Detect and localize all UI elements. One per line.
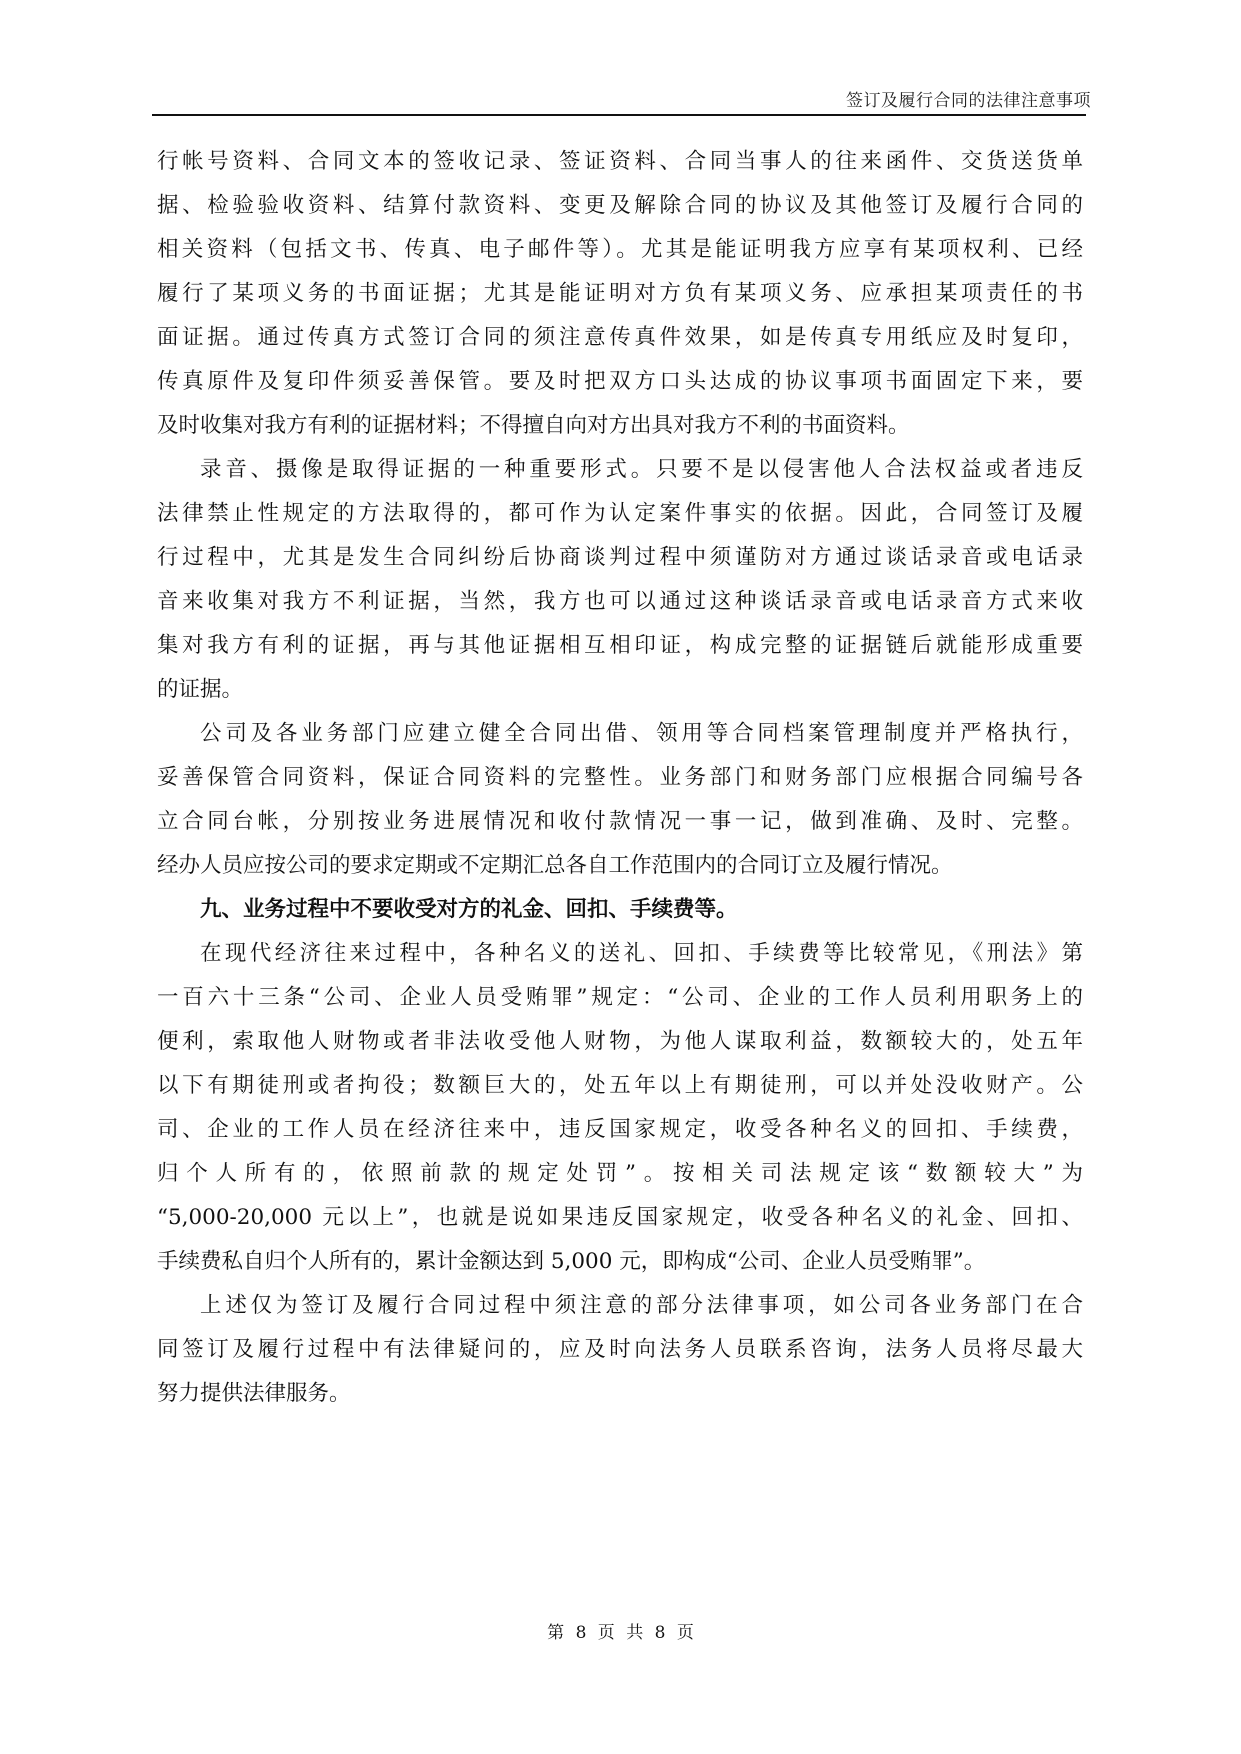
paragraph-recording-evidence <box>157 448 1083 712</box>
text-line: 司、企业的工作人员在经济往来中，违反国家规定，收受各种名义的回扣、手续费， <box>157 1117 1083 1142</box>
text-line: 经办人员应按公司的要求定期或不定期汇总各自工作范围内的合同订立及履行情况。 <box>157 853 953 878</box>
text-line: 归个人所有的，依照前款的规定处罚”。按相关司法规定该“数额较大”为 <box>157 1161 1083 1186</box>
text-line: 及时收集对我方有利的证据材料；不得擅自向对方出具对我方不利的书面资料。 <box>157 413 910 438</box>
text-line: 妥善保管合同资料，保证合同资料的完整性。业务部门和财务部门应根据合同编号各 <box>157 765 1083 790</box>
text-line: 行帐号资料、合同文本的签收记录、签证资料、合同当事人的往来函件、交货送货单 <box>157 149 1083 174</box>
paragraph-bribery-law <box>157 932 1083 1284</box>
page-number: 第 8 页 共 8 页 <box>547 1623 694 1643</box>
text-line: 据、检验验收资料、结算付款资料、变更及解除合同的协议及其他签订及履行合同的 <box>157 193 1083 218</box>
text-line: 相关资料（包括文书、传真、电子邮件等）。尤其是能证明我方应享有某项权利、已经 <box>157 237 1083 262</box>
header-divider <box>152 114 1086 116</box>
text-line: 以下有期徒刑或者拘役；数额巨大的，处五年以上有期徒刑，可以并处没收财产。公 <box>157 1073 1083 1098</box>
text-line: 立合同台帐，分别按业务进展情况和收付款情况一事一记，做到准确、及时、完整。 <box>157 809 1083 834</box>
text-line: 音来收集对我方不利证据，当然，我方也可以通过这种谈话录音或电话录音方式来收 <box>157 589 1083 614</box>
text-line: 便利，索取他人财物或者非法收受他人财物，为他人谋取利益，数额较大的，处五年 <box>157 1029 1083 1054</box>
text-line: 公司及各业务部门应建立健全合同出借、领用等合同档案管理制度并严格执行， <box>200 721 1083 746</box>
section-heading-text: 九、业务过程中不要收受对方的礼金、回扣、手续费等。 <box>200 897 738 922</box>
text-line: 在现代经济往来过程中，各种名义的送礼、回扣、手续费等比较常见，《刑法》第 <box>200 941 1083 966</box>
text-line: “5,000-20,000 元以上”，也就是说如果违反国家规定，收受各种名义的礼金、回扣、 <box>157 1205 1083 1230</box>
document-title: 签订及履行合同的法律注意事项 <box>846 91 1091 111</box>
text-line: 努力提供法律服务。 <box>157 1381 351 1406</box>
text-line: 集对我方有利的证据，再与其他证据相互相印证，构成完整的证据链后就能形成重要 <box>157 633 1083 658</box>
text-line: 手续费私自归个人所有的，累计金额达到 5,000 元，即构成“公司、企业人员受贿罪”。 <box>157 1249 986 1274</box>
document-body <box>157 140 1083 1416</box>
paragraph-closing-note <box>157 1284 1083 1416</box>
text-line: 录音、摄像是取得证据的一种重要形式。只要不是以侵害他人合法权益或者违反 <box>200 457 1083 482</box>
text-line: 面证据。通过传真方式签订合同的须注意传真件效果，如是传真专用纸应及时复印， <box>157 325 1083 350</box>
text-line: 同签订及履行过程中有法律疑问的，应及时向法务人员联系咨询，法务人员将尽最大 <box>157 1337 1083 1362</box>
section-heading <box>157 888 1083 932</box>
text-line: 履行了某项义务的书面证据；尤其是能证明对方负有某项义务、应承担某项责任的书 <box>157 281 1083 306</box>
text-line: 的证据。 <box>157 677 244 702</box>
paragraph-evidence-materials <box>157 140 1083 448</box>
text-line: 上述仅为签订及履行合同过程中须注意的部分法律事项，如公司各业务部门在合 <box>200 1293 1083 1318</box>
text-line: 法律禁止性规定的方法取得的，都可作为认定案件事实的依据。因此，合同签订及履 <box>157 501 1083 526</box>
text-line: 传真原件及复印件须妥善保管。要及时把双方口头达成的协议事项书面固定下来，要 <box>157 369 1083 394</box>
text-line: 行过程中，尤其是发生合同纠纷后协商谈判过程中须谨防对方通过谈话录音或电话录 <box>157 545 1083 570</box>
text-line: 一百六十三条“公司、企业人员受贿罪”规定：“公司、企业的工作人员利用职务上的 <box>157 985 1083 1010</box>
paragraph-archive-management <box>157 712 1083 888</box>
